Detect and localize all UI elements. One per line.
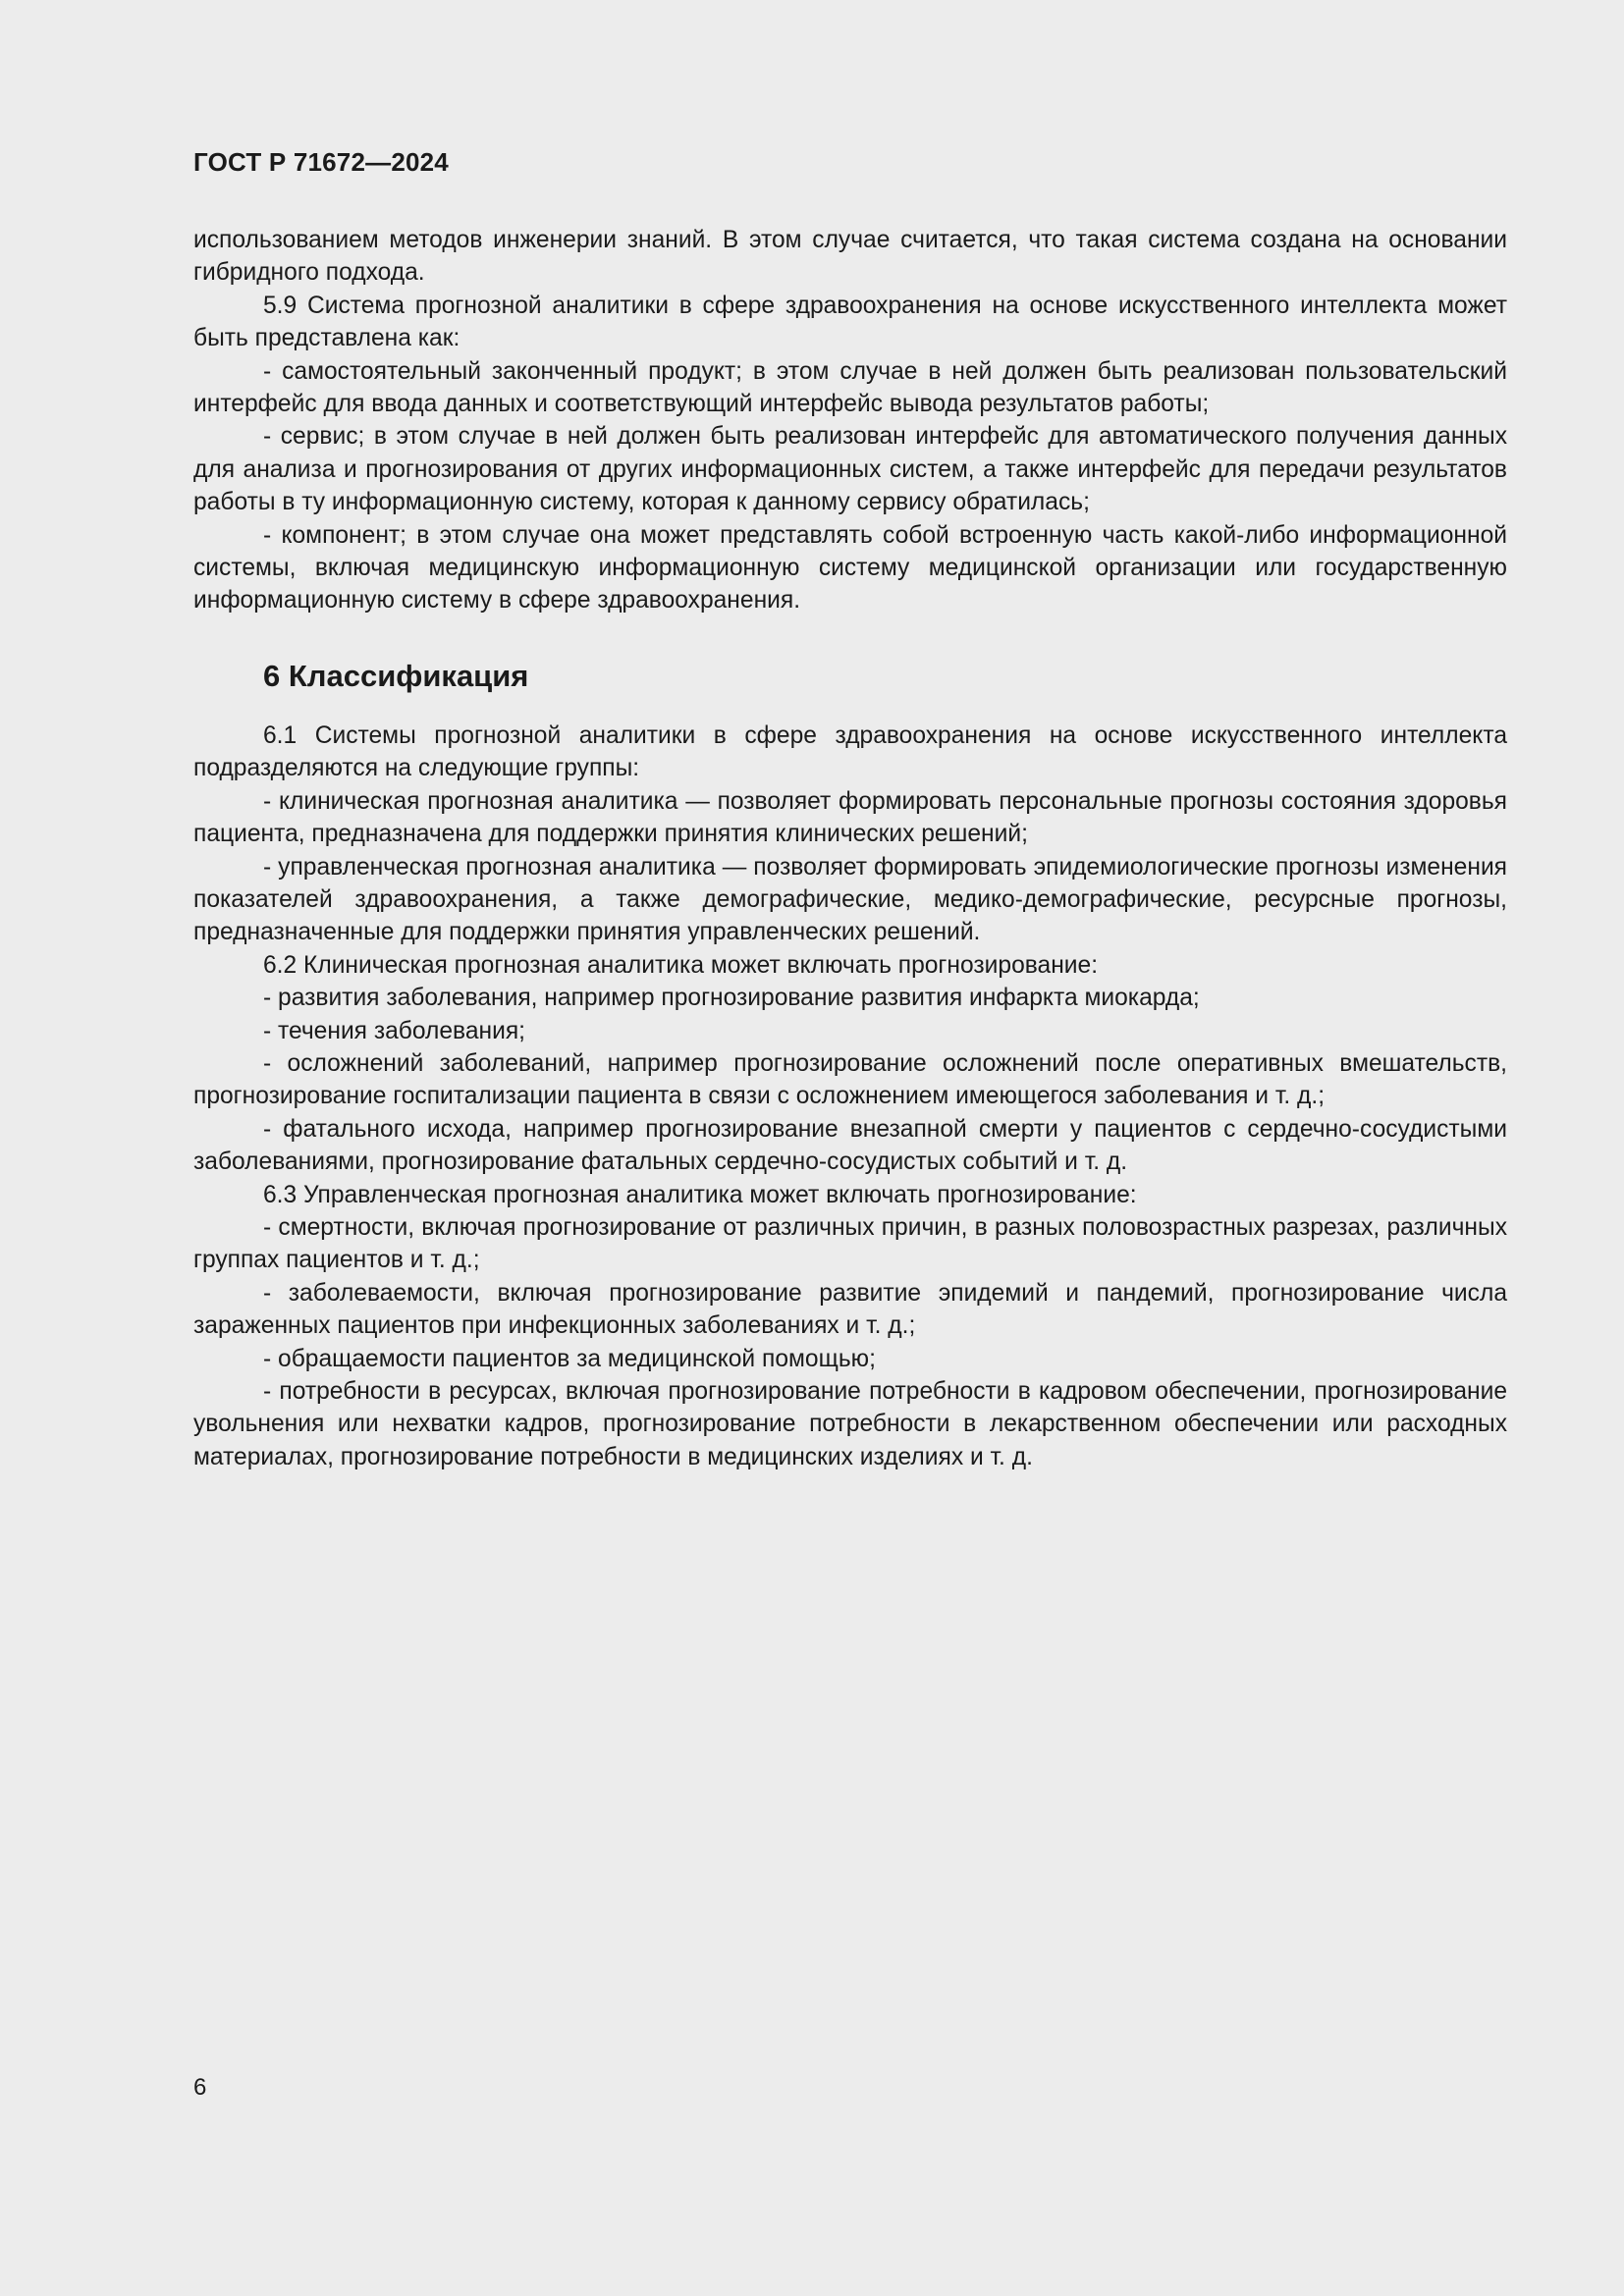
- paragraph-6-3: 6.3 Управленческая прогнозная аналитика может включать прогнозирование:: [263, 1181, 1137, 1208]
- section-title: 6 Классификация: [263, 658, 529, 693]
- list-item-appeals: - обращаемости пациентов за медицинской помощью;: [263, 1345, 876, 1372]
- document-body: [193, 224, 1507, 1473]
- page-number: 6: [193, 2074, 207, 2101]
- list-item-mortality: - смертности, включая прогнозирование от различных причин, в разных половозрастных разрезах, различных группах пациентов и т. д.;: [193, 1213, 1507, 1274]
- list-item-product: - самостоятельный законченный продукт; в этом случае в ней должен быть реализован пользовательский интерфейс для ввода данных и соответствующий интерфейс вывода результатов работы;: [193, 357, 1507, 418]
- paragraph-continuation: использованием методов инженерии знаний. В этом случае считается, что такая система создана на основании гибридного подхода.: [193, 227, 1507, 287]
- list-item-complications: - осложнений заболеваний, например прогнозирование осложнений после оперативных вмешательств, прогнозирование госпитализации пациента в связи с осложнением имеющегося заболевания и т. д.;: [193, 1049, 1507, 1110]
- list-item-managerial: - управленческая прогнозная аналитика — позволяет формировать эпидемиологические прогнозы изменения показателей здравоохранения, а также демографические, медико-демографические, ресурсные прогнозы, предназначенные для поддержки принятия управленческих решений.: [193, 853, 1507, 946]
- paragraph-6-2: 6.2 Клиническая прогнозная аналитика может включать прогнозирование:: [263, 951, 1099, 979]
- list-item-component: - компонент; в этом случае она может представлять собой встроенную часть какой-либо информационной системы, включая медицинскую информационную систему медицинской организации или государственную информационную систему в сфере здравоохранения.: [193, 521, 1507, 614]
- list-item-resources: - потребности в ресурсах, включая прогнозирование потребности в кадровом обеспечении, прогнозирование увольнения или нехватки кадров, прогнозирование потребности в лекарственном обеспечении или расходных материалах, прогнозирование потребности в медицинских изделиях и т. д.: [193, 1378, 1507, 1470]
- document-header: ГОСТ Р 71672—2024: [193, 147, 449, 177]
- list-item-fatal: - фатального исхода, например прогнозирование внезапной смерти у пациентов с сердечно-сосудистыми заболеваниями, прогнозирование фатальных сердечно-сосудистых событий и т. д.: [193, 1115, 1507, 1176]
- list-item-clinical: - клиническая прогнозная аналитика — позволяет формировать персональные прогнозы состояния здоровья пациента, предназначена для поддержки принятия клинических решений;: [193, 787, 1507, 848]
- paragraph-6-1: 6.1 Системы прогнозной аналитики в сфере здравоохранения на основе искусственного интеллекта подразделяются на следующие группы:: [193, 721, 1507, 782]
- paragraph-5-9: 5.9 Система прогнозной аналитики в сфере здравоохранения на основе искусственного интеллекта может быть представлена как:: [193, 292, 1507, 352]
- list-item-service: - сервис; в этом случае в ней должен быть реализован интерфейс для автоматического получения данных для анализа и прогнозирования от других информационных систем, а также интерфейс для передачи результатов работы в ту информационную систему, которая к данному сервису обратилась;: [193, 423, 1507, 516]
- list-item-development: - развития заболевания, например прогнозирование развития инфаркта миокарда;: [263, 985, 1200, 1012]
- list-item-morbidity: - заболеваемости, включая прогнозирование развитие эпидемий и пандемий, прогнозирование числа зараженных пациентов при инфекционных заболеваниях и т. д.;: [193, 1279, 1507, 1340]
- list-item-course: - течения заболевания;: [263, 1017, 525, 1044]
